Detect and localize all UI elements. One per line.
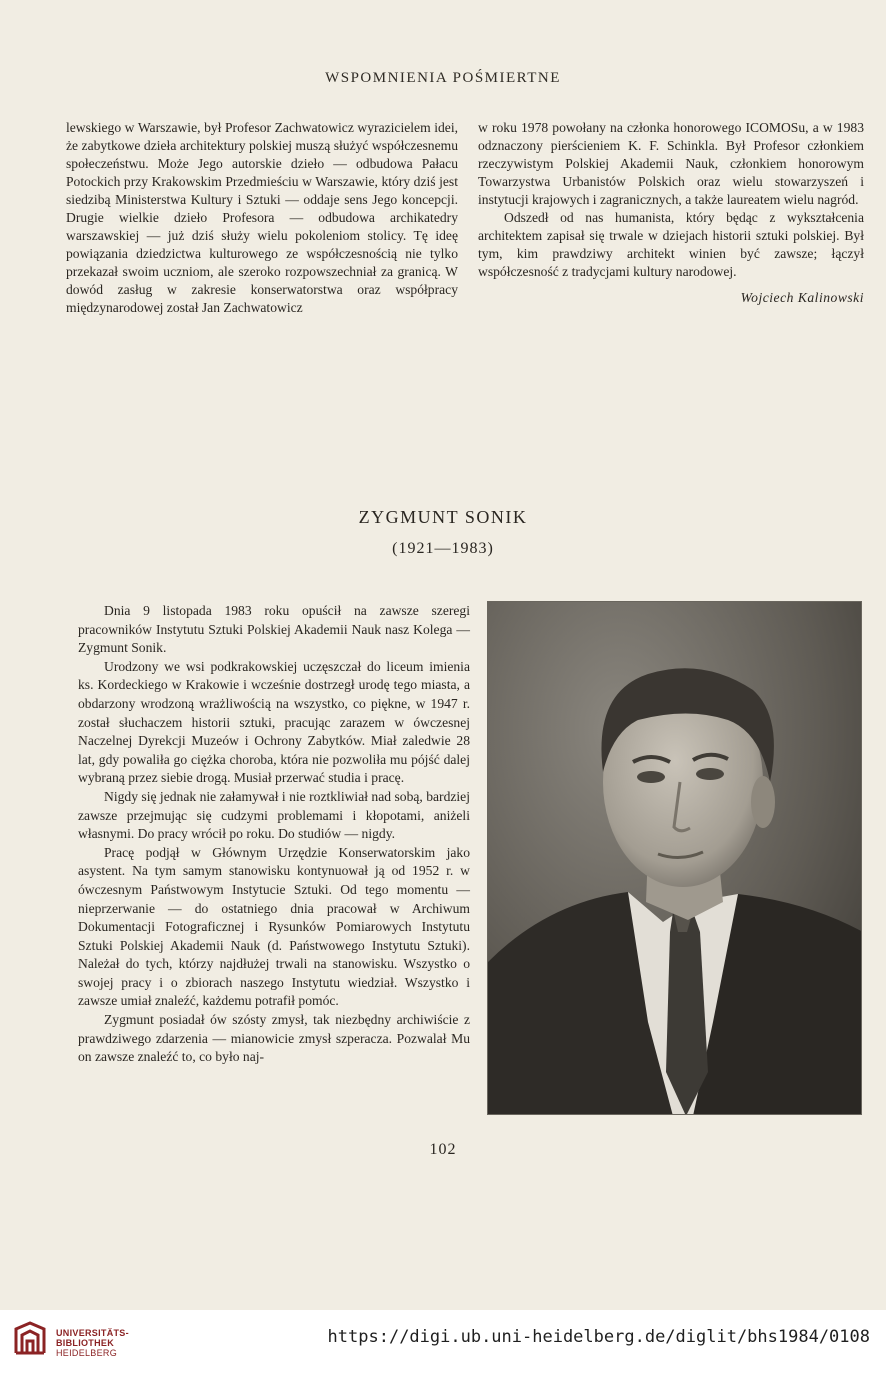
paragraph: Pracę podjął w Głównym Urzędzie Konserwatorskim jako asystent. Na tym samym stanowisku kontynuował ją od 1952 r. w ówczesnym Państwowym Instytucie Sztuki. Od tego momentu — nieprzerwanie — do ostatniego dnia pracował w Archiwum Dokumentacji Fotograficznej i Rysunków Pomiarowych Instytutu Sztuki Polskiej Akademii Nauk (d. Państwowego Instytutu Sztuki). Należał do tych, którzy najdłużej trwali na stanowisku. Wszystko o swojej pracy i o zbiorach naszego Instytutu wiedział. Wszystko i zawsze umiał znaleźć, każdemu potrafił pomóc. xyxy=(78,844,470,1009)
obituary-dates: (1921—1983) xyxy=(392,540,494,557)
obituary-text-column xyxy=(78,602,470,1067)
university-library-logo-icon xyxy=(10,1319,50,1359)
obituary-title: ZYGMUNT SONIK xyxy=(358,507,528,527)
library-name-line: UNIVERSITÄTS- xyxy=(56,1328,129,1338)
top-right-column xyxy=(478,119,864,307)
library-name-line: BIBLIOTHEK xyxy=(56,1338,114,1348)
paragraph: Odszedł od nas humanista, który będąc z wykształcenia architektem zapisał się trwale w dziejach historii sztuki polskiej. Był tym, kim prawdziwy architekt winien być zawsze; łączył współczesność z tradycjami kultury narodowej. xyxy=(478,210,864,279)
paragraph: Zygmunt posiadał ów szósty zmysł, tak niezbędny archiwiście z prawdziwego zdarzenia — mianowicie zmysł szperacza. Pozwalał Mu on zawsze znaleźć to, co było naj- xyxy=(78,1012,470,1065)
library-name-line: HEIDELBERG xyxy=(56,1348,118,1358)
paragraph: Nigdy się jednak nie załamywał i nie roztkliwiał nad sobą, bardziej zawsze przejmując się cudzymi problemami i kłopotami, aniżeli własnymi. Do pracy wrócił po roku. Do studiów — nigdy. xyxy=(78,788,470,842)
top-left-column xyxy=(66,119,458,317)
paragraph: Urodzony we wsi podkrakowskiej uczęszczał do liceum imienia ks. Kordeckiego w Krakowie i wcześnie dostrzegł urodę tego miasta, a obdarzony wrodzoną wrażliwością na wszystko, co piękne, w 1947 r. został słuchaczem historii sztuki, pracując zarazem w ówczesnej Naczelnej Dyrekcji Muzeów i Ochrony Zabytków. Miał zaledwie 28 lat, gdy powaliła go ciężka choroba, która nie pozwoliła mu pójść dalej wybraną przez siebie drogą. Musiał przerwać studia i pracę. xyxy=(78,658,470,786)
portrait-photo-icon xyxy=(488,602,862,1115)
document-url-link[interactable]: https://digi.ub.uni-heidelberg.de/diglit/bhs1984/0108 xyxy=(327,1327,870,1347)
library-name xyxy=(56,1328,129,1358)
author-signature: Wojciech Kalinowski xyxy=(740,290,864,305)
portrait-photo xyxy=(487,601,862,1115)
viewer-footer xyxy=(0,1310,886,1374)
running-header: WSPOMNIENIA POŚMIERTNE xyxy=(325,70,561,86)
paragraph: Dnia 9 listopada 1983 roku opuścił na zawsze szeregi pracowników Instytutu Sztuki Polskiej Akademii Nauk nasz Kolega — Zygmunt Sonik. xyxy=(78,603,470,656)
paragraph: lewskiego w Warszawie, był Profesor Zachwatowicz wyrazicielem idei, że zabytkowe dzieła architektury polskiej muszą służyć współczesnemu społeczeństwu. Może Jego autorskie dzieło — odbudowa Pałacu Potockich przy Krakowskim Przedmieściu w Warszawie, który dziś jest siedzibą Ministerstwa Kultury i Sztuki — oddaje sens Jego koncepcji. Drugie wielkie dzieło Profesora — odbudowa archikatedry warszawskiej — już dziś służy wielu pokoleniom stolicy. Tę ideę powiązania dziedzictwa kulturowego ze współczesnością nie tylko przekazał swoim uczniom, ale szeroko rozpowszechniał za granicą. W dowód zasług w zakresie konserwatorstwa oraz współpracy międzynarodowej został Jan Zachwatowicz xyxy=(66,120,458,315)
page-number: 102 xyxy=(429,1141,457,1158)
paragraph: w roku 1978 powołany na członka honorowego ICOMOSu, a w 1983 odznaczony pierścieniem K. F. Schinkla. Był Profesor członkiem rzeczywistym Polskiej Akademii Nauk, członkiem honorowym Towarzystwa Urbanistów Polskich oraz wielu stowarzyszeń i instytucji krajowych i zagranicznych, a także laureatem wielu nagród. xyxy=(478,120,864,207)
